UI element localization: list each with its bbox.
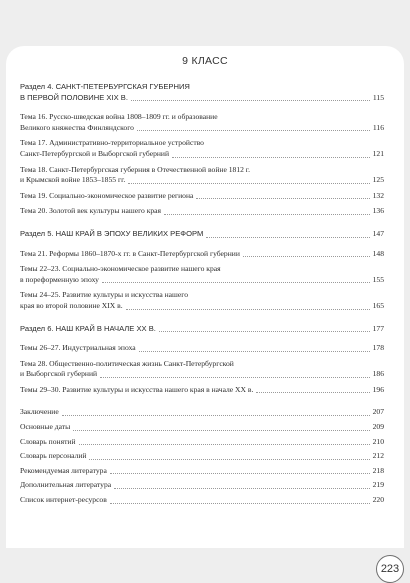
toc-section-4: Раздел 4. САНКТ-ПЕТЕРБУРГСКАЯ ГУБЕРНИЯ В ПЕРВОЙ ПОЛОВИНЕ XIX В. 115 — [20, 82, 384, 102]
toc-endmatter-item: Основные даты 209 — [20, 422, 384, 432]
page-number-badge: 223 — [376, 555, 404, 583]
toc-endmatter-item: Список интернет-ресурсов 220 — [20, 495, 384, 505]
toc-topic: Тема 17. Административно-территориальное устройство Санкт-Петербургской и Выборгской губерний 121 — [20, 138, 384, 158]
toc-topic: Тема 16. Русско-шведская война 1808–1809 гг. и образование Великого княжества Финляндского 116 — [20, 112, 384, 132]
toc-endmatter-item: Дополнительная литература 219 — [20, 480, 384, 490]
toc-endmatter-item: Словарь персоналий 212 — [20, 451, 384, 461]
toc-topic: Тема 21. Реформы 1860–1870-х гг. в Санкт-Петербургской губернии 148 — [20, 248, 384, 258]
toc-page-number: 147 — [372, 228, 384, 238]
table-of-contents — [20, 82, 384, 510]
toc-topic: Темы 24–25. Развитие культуры и искусства нашего края во второй половине XIX в. 165 — [20, 290, 384, 310]
toc-page-number: 177 — [372, 323, 384, 333]
toc-section-6: Раздел 6. НАШ КРАЙ В НАЧАЛЕ XX В. 177 — [20, 323, 384, 333]
toc-endmatter-item: Словарь понятий 210 — [20, 436, 384, 446]
toc-topic: Темы 29–30. Развитие культуры и искусства нашего края в начале XX в. 196 — [20, 384, 384, 394]
toc-section-5: Раздел 5. НАШ КРАЙ В ЭПОХУ ВЕЛИКИХ РЕФОРМ 147 — [20, 228, 384, 238]
toc-topic: Темы 26–27. Индустриальная эпоха 178 — [20, 343, 384, 353]
toc-topic: Тема 20. Золотой век культуры нашего края 136 — [20, 206, 384, 216]
toc-topic: Тема 18. Санкт-Петербургская губерния в Отечественной войне 1812 г. и Крымской войне 1853–1855 гг. 125 — [20, 164, 384, 185]
class-title: 9 КЛАСС — [182, 55, 228, 67]
toc-topic: Темы 22–23. Социально-экономическое развитие нашего края в пореформенную эпоху 155 — [20, 264, 384, 284]
toc-topic: Тема 28. Общественно-политическая жизнь Санкт-Петербургской и Выборгской губерний 186 — [20, 358, 384, 379]
book-page — [6, 46, 404, 575]
toc-endmatter — [20, 407, 384, 505]
toc-endmatter-item: Рекомендуемая литература 218 — [20, 465, 384, 475]
toc-topic: Тема 19. Социально-экономическое развитие региона 132 — [20, 190, 384, 200]
toc-page-number: 115 — [372, 92, 384, 102]
toc-endmatter-item: Заключение 207 — [20, 407, 384, 417]
